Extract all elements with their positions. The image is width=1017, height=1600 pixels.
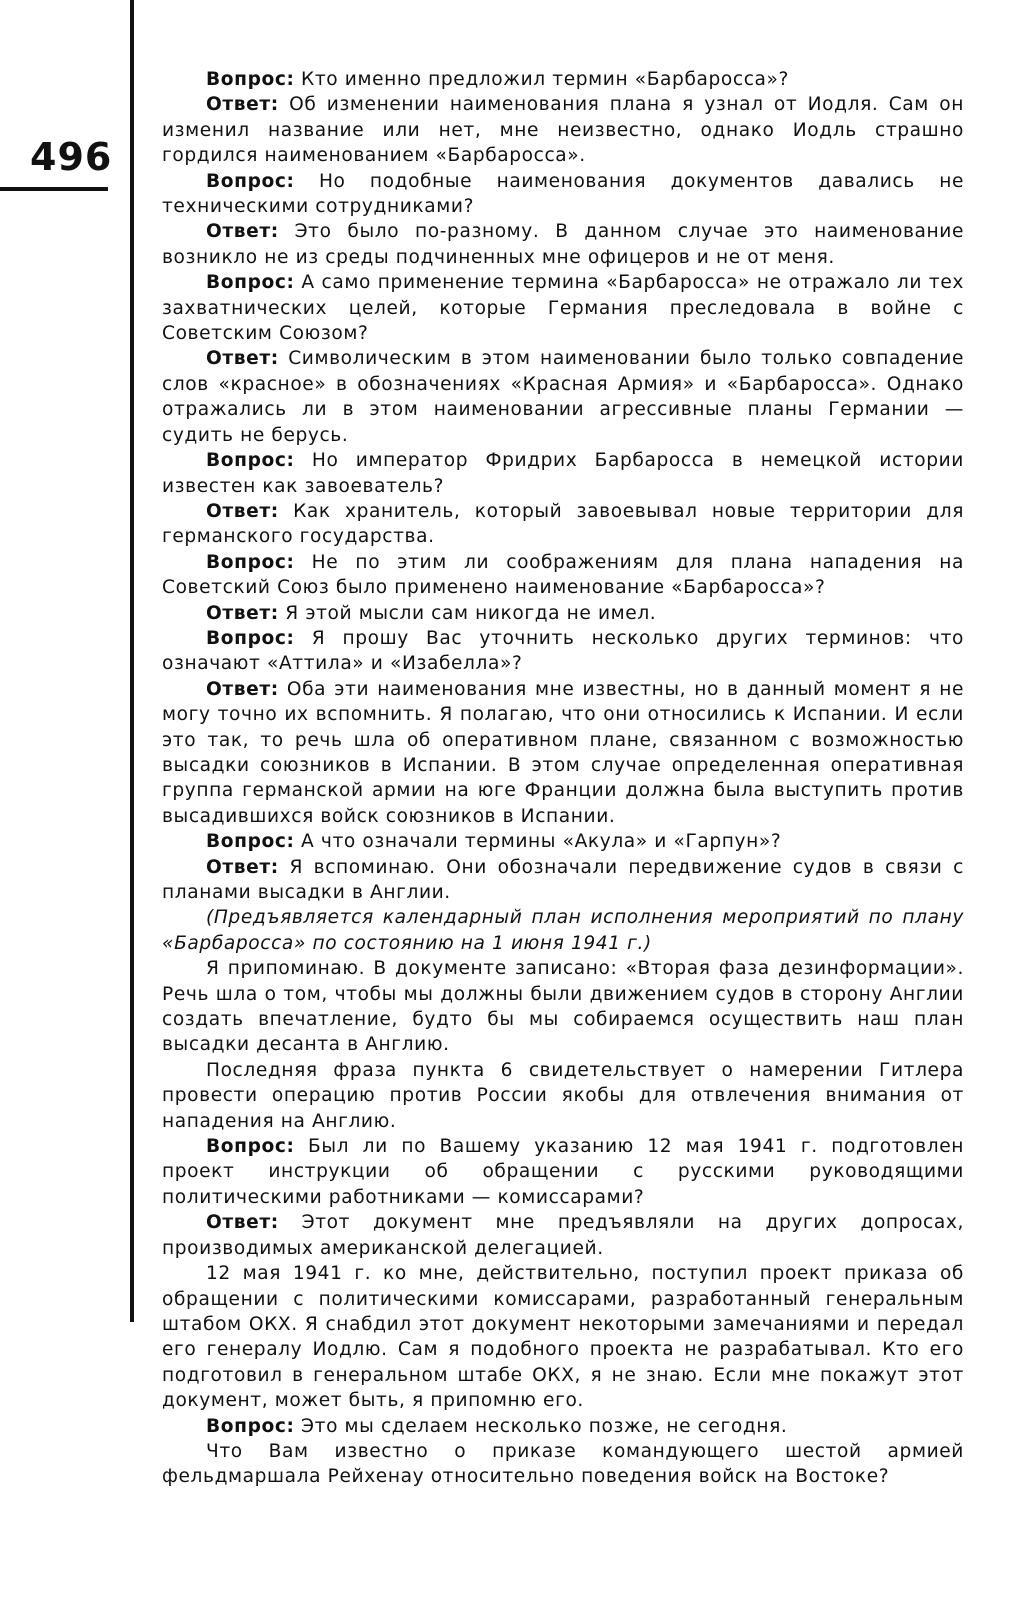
- speaker-label: Ответ:: [206, 500, 279, 522]
- margin-rule: [130, 0, 134, 1322]
- paragraph-text: Но император Фридрих Барбаросса в немецкой истории известен как завоеватель?: [162, 450, 964, 497]
- text-paragraph: [162, 677, 964, 829]
- speaker-label: Ответ:: [206, 602, 279, 624]
- text-paragraph: [162, 956, 964, 1058]
- text-paragraph: [162, 829, 964, 854]
- speaker-label: Вопрос:: [206, 450, 295, 472]
- paragraph-text: Я припоминаю. В документе записано: «Вторая фаза дезинформации». Речь шла о том, чтобы мы должны были движением судов в сторону Англии создать впечатление, будто бы мы собираемся осуществить наш план высадки десанта в Англию.: [162, 958, 964, 1056]
- speaker-label: Вопрос:: [206, 551, 295, 573]
- text-paragraph: [162, 1261, 964, 1413]
- paragraph-text: Не по этим ли соображениям для плана нападения на Советский Союз было применено наименование «Барбаросса»?: [162, 551, 964, 599]
- speaker-label: Ответ:: [206, 678, 279, 700]
- text-paragraph: [162, 92, 964, 168]
- speaker-label: Вопрос:: [206, 272, 295, 294]
- paragraph-text: (Предъявляется календарный план исполнения мероприятий по плану «Барбаросса» по состоянию на 1 июня 1941 г.): [162, 907, 964, 954]
- text-paragraph: [162, 448, 964, 499]
- text-paragraph: [162, 270, 964, 346]
- paragraph-text: Оба эти наименования мне известны, но в данный момент я не могу точно их вспомнить. Я полагаю, что они относились к Испании. И если это так, то речь шла об оперативном плане, связанном с возможностью высадки союзников в Испании. В этом случае определенная оперативная группа германской армии на юге Франции должна была выступить против высадившихся войск союзников в Испании.: [162, 678, 964, 827]
- paragraph-text: Об изменении наименования плана я узнал от Иодля. Сам он изменил название или нет, мне неизвестно, однако Иодль страшно гордился наименованием «Барбаросса».: [162, 94, 964, 167]
- paragraph-text: Это мы сделаем несколько позже, не сегодня.: [294, 1415, 788, 1437]
- text-paragraph: [162, 1134, 964, 1210]
- text-column: [162, 67, 964, 1490]
- text-paragraph: [162, 346, 964, 448]
- paragraph-text: Как хранитель, который завоевывал новые территории для германского государства.: [162, 500, 964, 548]
- text-paragraph: [162, 1439, 964, 1490]
- paragraph-text: Этот документ мне предъявляли на других допросах, производимых американской делегацией.: [162, 1212, 964, 1259]
- text-paragraph: [162, 550, 964, 601]
- speaker-label: Ответ:: [206, 856, 279, 878]
- speaker-label: Вопрос:: [206, 1415, 295, 1437]
- paragraph-text: Последняя фраза пункта 6 свидетельствует о намерении Гитлера провести операцию против России якобы для отвлечения внимания от нападения на Англию.: [162, 1059, 964, 1132]
- speaker-label: Ответ:: [206, 221, 279, 243]
- speaker-label: Ответ:: [206, 1212, 279, 1234]
- text-paragraph: [162, 169, 964, 220]
- paragraph-text: Я прошу Вас уточнить несколько других терминов: что означают «Аттила» и «Изабелла»?: [162, 627, 964, 675]
- text-paragraph: [162, 1210, 964, 1261]
- paragraph-text: Но подобные наименования документов давались не техническими сотрудниками?: [162, 170, 964, 218]
- speaker-label: Ответ:: [206, 94, 279, 116]
- text-paragraph: [162, 601, 964, 626]
- text-paragraph: [162, 626, 964, 677]
- speaker-label: Вопрос:: [206, 69, 295, 90]
- text-paragraph: [162, 855, 964, 906]
- page-number-rule: [0, 187, 108, 191]
- paragraph-text: Кто именно предложил термин «Барбаросса»?: [294, 69, 789, 90]
- paragraph-text: А что означали термины «Акула» и «Гарпун»?: [294, 831, 782, 853]
- paragraph-text: Я этой мысли сам никогда не имел.: [278, 602, 657, 624]
- speaker-label: Ответ:: [206, 348, 279, 370]
- speaker-label: Вопрос:: [206, 1136, 295, 1158]
- text-paragraph: [162, 219, 964, 270]
- page-number: 496: [30, 135, 113, 179]
- paragraph-text: Символическим в этом наименовании было только совпадение слов «красное» в обозначениях «Красная Армия» и «Барбаросса». Однако отражались ли в этом наименовании агрессивные планы Германии — судить не берусь.: [162, 348, 964, 446]
- paragraph-text: 12 мая 1941 г. ко мне, действительно, поступил проект приказа об обращении с политическими комиссарами, разработанный генеральным штабом ОКХ. Я снабдил этот документ некоторыми замечаниями и передал его генералу Иодлю. Сам я подобного проекта не разрабатывал. Кто его подготовил в генеральном штабе ОКХ, я не знаю. Если мне покажут этот документ, может быть, я припомню его.: [162, 1263, 964, 1412]
- speaker-label: Вопрос:: [206, 170, 295, 192]
- text-paragraph: [162, 67, 964, 92]
- paragraph-text: Я вспоминаю. Они обозначали передвижение судов в связи с планами высадки в Англии.: [162, 856, 964, 903]
- italic-note-paragraph: [162, 905, 964, 956]
- text-paragraph: [162, 1058, 964, 1134]
- paragraph-text: Что Вам известно о приказе командующего шестой армией фельдмаршала Рейхенау относительно поведения войск на Востоке?: [162, 1440, 964, 1488]
- paragraph-text: Был ли по Вашему указанию 12 мая 1941 г. подготовлен проект инструкции об обращении с русскими руководящими политическими работниками — комиссарами?: [162, 1136, 964, 1208]
- speaker-label: Вопрос:: [206, 627, 295, 649]
- paragraph-text: Это было по-разному. В данном случае это наименование возникло не из среды подчиненных мне офицеров и не от меня.: [162, 221, 964, 268]
- speaker-label: Вопрос:: [206, 831, 295, 853]
- text-paragraph: [162, 1414, 964, 1439]
- text-paragraph: [162, 499, 964, 550]
- paragraph-text: А само применение термина «Барбаросса» не отражало ли тех захватнических целей, которые Германия преследовала в войне с Советским Союзом?: [162, 272, 964, 345]
